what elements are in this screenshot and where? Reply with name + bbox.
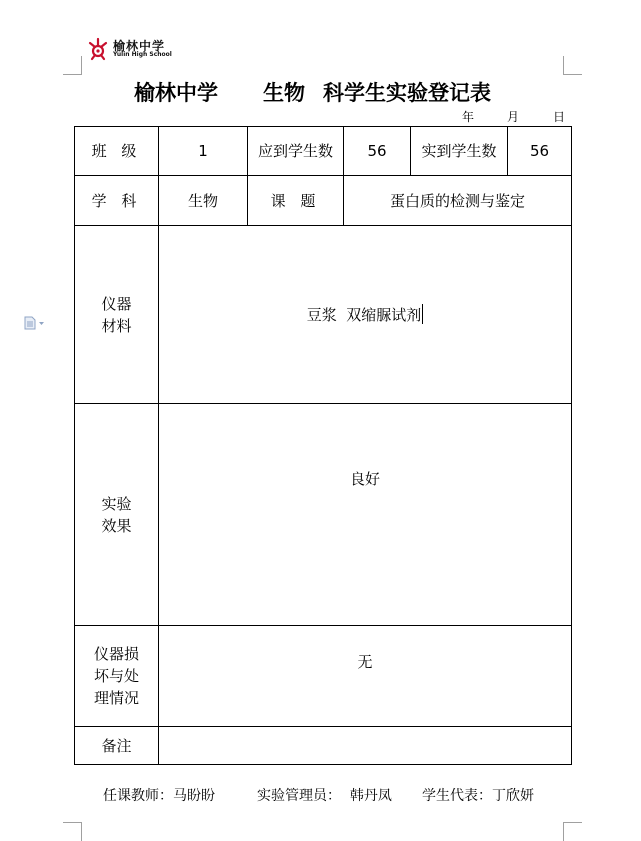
student-representative-signature: 学生代表：丁欣妍 <box>422 788 534 804</box>
effect-label: 实验 效果 <box>75 404 159 626</box>
logo-english-name: Yulin High School <box>113 51 172 58</box>
manager-signature: 实验管理员： 韩丹凤 <box>257 788 392 804</box>
effect-value-cell[interactable]: 良好 <box>159 404 572 626</box>
logo-chinese-name: 榆林中学 <box>113 39 166 53</box>
materials-value: 豆浆 双缩脲试剂 <box>306 305 422 324</box>
logo-mark-icon <box>86 37 110 61</box>
actual-students-label: 实到学生数 <box>411 127 508 176</box>
margin-mark-bottom-left <box>63 822 82 841</box>
expected-students-value-cell[interactable]: 56 <box>344 127 411 176</box>
date-month-label: 月 <box>507 110 520 124</box>
table-row <box>75 626 572 727</box>
date-day-label: 日 <box>553 110 566 124</box>
actual-students-value-cell[interactable]: 56 <box>508 127 572 176</box>
margin-mark-bottom-right <box>563 822 582 841</box>
table-row <box>75 176 572 226</box>
topic-label: 课 题 <box>248 176 344 226</box>
class-label: 班 级 <box>75 127 159 176</box>
date-year-label: 年 <box>462 110 475 124</box>
document-options-icon[interactable] <box>24 316 46 330</box>
margin-mark-top-left <box>63 56 82 75</box>
page-title <box>0 77 641 107</box>
text-cursor <box>422 304 423 324</box>
margin-mark-top-right <box>563 56 582 75</box>
table-row <box>75 127 572 176</box>
topic-value-cell[interactable]: 蛋白质的检测与鉴定 <box>344 176 572 226</box>
table-row <box>75 226 572 404</box>
materials-label: 仪器 材料 <box>75 226 159 404</box>
materials-value-cell[interactable] <box>159 226 572 404</box>
damage-value-cell[interactable]: 无 <box>159 626 572 727</box>
title-form-name: 科学生实验登记表 <box>323 81 491 105</box>
damage-label: 仪器损 坏与处 理情况 <box>75 626 159 727</box>
table-row <box>75 727 572 765</box>
experiment-registration-table <box>74 126 572 765</box>
expected-students-label: 应到学生数 <box>248 127 344 176</box>
class-value-cell[interactable]: 1 <box>159 127 248 176</box>
subject-label: 学 科 <box>75 176 159 226</box>
subject-value-cell[interactable]: 生物 <box>159 176 248 226</box>
table-row <box>75 404 572 626</box>
title-school: 榆林中学 <box>134 81 218 105</box>
school-logo <box>86 36 196 62</box>
title-subject: 生物 <box>263 81 305 105</box>
remarks-label: 备注 <box>75 727 159 765</box>
teacher-signature: 任课教师：马盼盼 <box>103 788 215 804</box>
remarks-value-cell[interactable] <box>159 727 572 765</box>
